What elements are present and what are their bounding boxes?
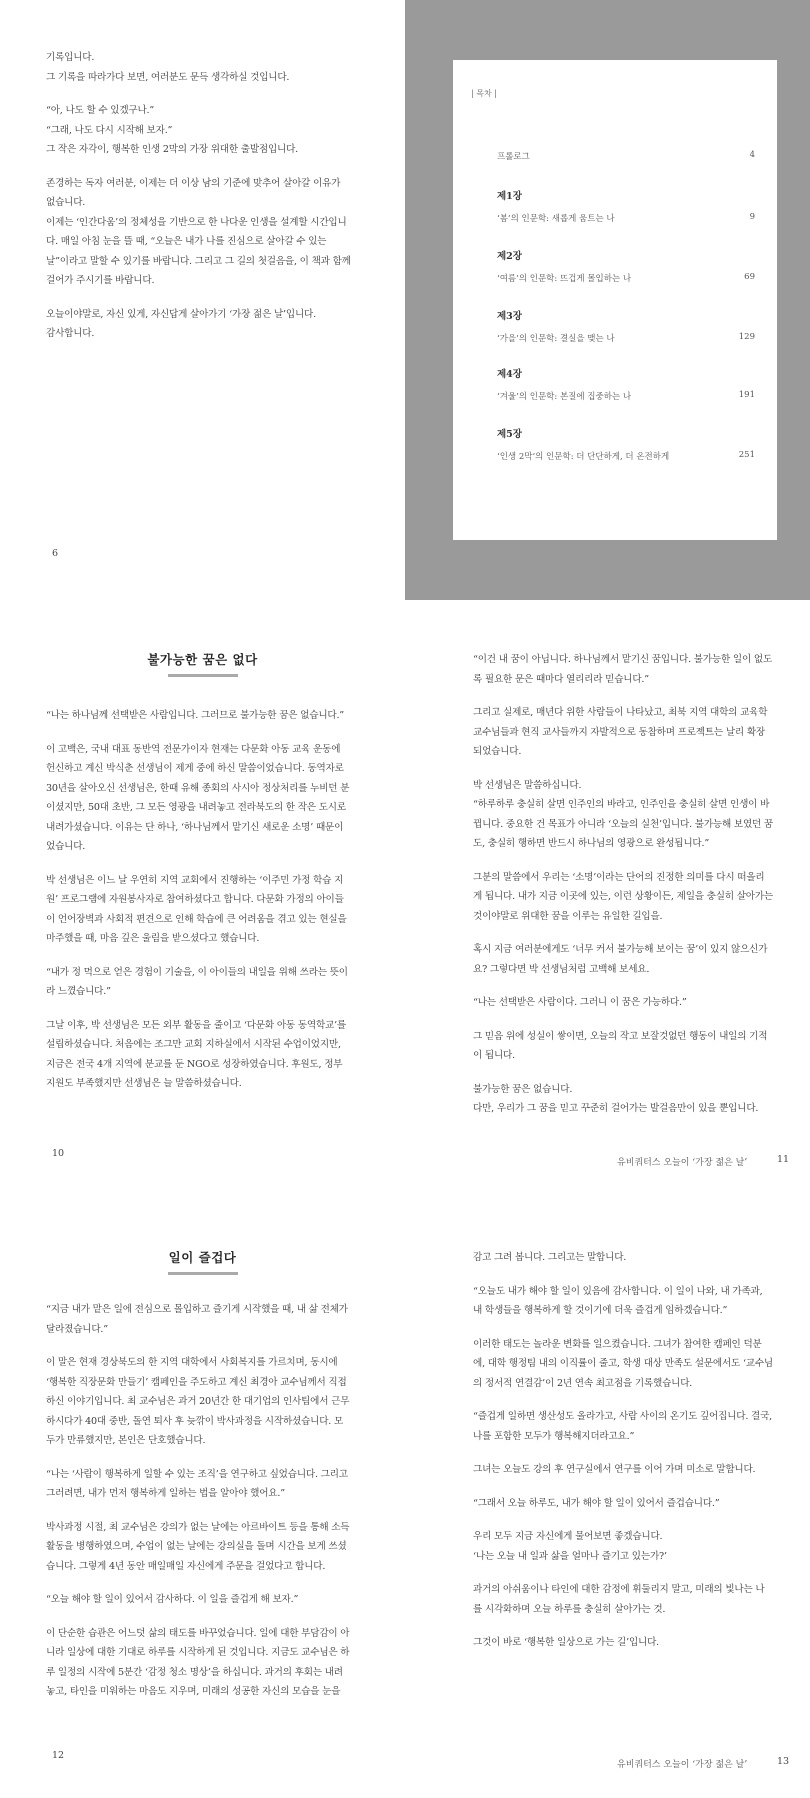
paragraph: 그날 이후, 박 선생님은 모든 외부 활동을 줄이고 ‘다문화 아동 동역학교’를 설립하셨습니다. 처음에는 조그만 교회 지하실에서 시작된 수업이었지만, 지금은 전국 4개 지역에 분교를 둔 NGO로 성장하였습니다. 후원도, 정부 지원도 부족했지만 선생님은 늘 말씀하셨습니다. <box>46 1019 347 1089</box>
toc-chapter-label: 제1장 <box>497 191 522 202</box>
toc-entry-title: ‘여름’의 인문학: 뜨겁게 몰입하는 나 <box>497 274 632 284</box>
toc-chapter-label: 제5장 <box>497 429 522 440</box>
page-number: 11 <box>777 1154 790 1165</box>
toc-entry-title: ‘인생 2막’의 인문학: 더 단단하게, 더 온전하게 <box>497 452 670 462</box>
paragraph: 이 말은 현재 경상북도의 한 지역 대학에서 사회복지를 가르치며, 동시에 ‘행복한 직장문화 만들기’ 캠페인을 주도하고 계신 최경아 교수님께서 직접 하신 이야기입니다. 최 교수님은 과거 20년간 한 대기업의 인사팀에서 근무하시다가 40대 중반, 돌연 퇴사 후 늦깎이 박사과정을 시작하셨습니다. 모두가 만류했지만, 본인은 단호했습니다. <box>46 1357 350 1446</box>
toc-chapter-label: 제2장 <box>497 251 522 262</box>
paragraph: 존경하는 독자 여러분, 이제는 더 이상 남의 기준에 맞추어 살아갈 이유가 없습니다. 이제는 ‘인간다움’의 정체성을 기반으로 한 나다운 인생을 설계할 시간입니다. 매일 아침 눈을 뜰 때, “오늘은 내가 나를 진심으로 살아갈 수 있는 날”이라고 말할 수 있기를 바랍니다. 그리고 그 길의 첫걸음을, 이 책과 함께 걸어가 주시기를 바랍니다. <box>46 177 351 286</box>
page-12 <box>0 1200 405 1798</box>
paragraph: 그 믿음 위에 성실이 쌓이면, 오늘의 작고 보잘것없던 행동이 내일의 기적이 됩니다. <box>473 1030 768 1061</box>
paragraph: 박 선생님은 이느 날 우연히 지역 교회에서 진행하는 ‘이주민 가정 학습 지원’ 프로그램에 자원봉사자로 참여하셨다고 합니다. 다문화 가정의 아이들이 언어장벽과 사회적 편견으로 인해 학습에 큰 어려움을 겪고 있는 현실을 마주했을 때, 마음 깊은 울림을 받으셨다고 했습니다. <box>46 874 347 944</box>
toc-entry[interactable] <box>497 450 755 462</box>
title-underline <box>168 674 238 677</box>
chapter-title: 일이 즐겁다 <box>168 1250 237 1265</box>
page-6-body <box>46 48 351 358</box>
toc-entry-page: 191 <box>738 390 755 400</box>
toc-entry-page: 129 <box>738 332 755 342</box>
toc-entry[interactable] <box>497 212 755 224</box>
chapter-title: 불가능한 꿈은 없다 <box>147 652 258 667</box>
page-number: 13 <box>777 1756 790 1767</box>
toc-card <box>453 60 777 540</box>
page-13-body <box>473 1248 773 1667</box>
toc-entry-page: 69 <box>744 272 755 282</box>
paragraph: 그리고 실제로, 매년다 위한 사람들이 나타났고, 최북 지역 대학의 교육학 교수님들과 현직 교사들까지 자발적으로 동참하며 프로젝트는 날리 확장되었습니다. <box>473 707 768 757</box>
paragraph: “오늘 해야 할 일이 있어서 감사하다. 이 일을 즐겁게 해 보자.” <box>46 1594 299 1605</box>
page-10-body <box>46 706 351 1108</box>
paragraph: “오늘도 내가 해야 할 일이 있음에 감사합니다. 이 일이 나와, 내 가족과, 내 학생들을 행복하게 할 것이기에 더욱 즐겁게 임하겠습니다.” <box>473 1285 763 1316</box>
toc-entry-page: 9 <box>749 212 755 222</box>
page-number: 6 <box>52 548 59 559</box>
toc-page <box>405 0 810 600</box>
page-11-body <box>473 650 773 1133</box>
paragraph: 박 선생님은 말씀하십니다. “하루하루 충실히 살면 인주인의 바라고, 인주인을 충실히 살면 인생이 바뀝니다. 중요한 건 목표가 아니라 ‘오늘의 실천’입니다. 불가능해 보였던 꿈도, 충실히 행하면 반드시 하나님의 영광으로 완성됩니다.” <box>473 779 774 849</box>
paragraph: 불가능한 꿈은 없습니다. 다만, 우리가 그 꿈을 믿고 꾸준히 걸어가는 발걸음만이 있을 뿐입니다. <box>473 1083 759 1114</box>
running-head: 유비쿼터스 오늘이 ‘가장 젊은 날’ <box>617 1158 748 1168</box>
paragraph: 우리 모두 지금 자신에게 물어보면 좋겠습니다. ‘나는 오늘 내 일과 삶을 얼마나 즐기고 있는가?’ <box>473 1531 667 1562</box>
toc-entry-page: 251 <box>738 450 755 460</box>
paragraph: 이러한 태도는 놀라운 변화를 일으켰습니다. 그녀가 참여한 캠페인 덕분에, 대학 행정팀 내의 이직률이 줄고, 학생 대상 만족도 설문에서도 ‘교수님의 정서적 연결감’이 2년 연속 최고점을 기록했습니다. <box>473 1338 774 1389</box>
toc-entry-title: ‘가을’의 인문학: 결실을 맺는 나 <box>497 334 615 344</box>
paragraph: “이건 내 꿈이 아닙니다. 하나님께서 맡기신 꿈입니다. 불가능한 일이 없도록 필요한 문은 때마다 열리리라 믿습니다.” <box>473 654 773 685</box>
running-head: 유비쿼터스 오늘이 ‘가장 젊은 날’ <box>617 1760 748 1770</box>
toc-entry-title: ‘겨울’의 인문학: 본질에 집중하는 나 <box>497 392 632 402</box>
page-13 <box>405 1200 810 1798</box>
toc-label: | 목차 | <box>471 89 497 98</box>
paragraph: 혹시 지금 여러분에게도 ‘너무 커서 불가능해 보이는 꿈’이 있지 않으신가요? 그렇다면 박 선생님처럼 고백해 보세요. <box>473 944 768 975</box>
toc-entry[interactable] <box>497 332 755 344</box>
paragraph: 기록입니다. 그 기록을 따라가다 보면, 여러분도 문득 생각하실 것입니다. <box>46 52 290 83</box>
toc-prologue-title: 프롤로그 <box>497 152 530 162</box>
paragraph: “나는 ‘사람이 행복하게 일할 수 있는 조직’을 연구하고 싶었습니다. 그리고 그러려면, 내가 먼저 행복하게 일하는 법을 알아야 했어요.” <box>46 1468 348 1499</box>
chapter-heading <box>0 1248 405 1275</box>
toc-entry[interactable] <box>497 272 755 284</box>
toc-chapter-label: 제4장 <box>497 369 522 380</box>
paragraph: “나는 선택받은 사람이다. 그러니 이 꿈은 가능하다.” <box>473 997 687 1008</box>
paragraph: “그래서 오늘 하루도, 내가 해야 할 일이 있어서 즐겁습니다.” <box>473 1497 720 1509</box>
toc-prologue[interactable] <box>497 150 755 162</box>
toc-chapter-label: 제3장 <box>497 311 522 322</box>
paragraph: 그녀는 오늘도 강의 후 연구실에서 연구를 이어 가며 미소로 말합니다. <box>473 1464 756 1475</box>
paragraph: “내가 정 먹으로 얻은 경험이 기술을, 이 아이들의 내일을 위해 쓰라는 뜻이라 느꼈습니다.” <box>46 966 348 997</box>
paragraph: 감고 그려 봅니다. 그리고는 말합니다. <box>473 1252 627 1263</box>
page-number: 10 <box>52 1148 65 1159</box>
paragraph: “지금 내가 맡은 일에 전심으로 몰입하고 즐기게 시작했을 때, 내 삶 전체가 달라졌습니다.” <box>46 1304 348 1335</box>
paragraph: 박사과정 시절, 최 교수님은 강의가 없는 날에는 아르바이트 등을 통해 소득 활동을 병행하였으며, 수업이 없는 날에는 강의실을 돌며 시간을 보게 쓰셨습니다. 그렇게 4년 동안 매일매일 자신에게 주문을 걸었다고 합니다. <box>46 1521 350 1572</box>
toc-prologue-page: 4 <box>749 150 755 160</box>
title-underline <box>168 1272 238 1275</box>
paragraph: 오늘이야말로, 자신 있게, 자신답게 살아가기 ‘가장 젊은 날’입니다. 감사합니다. <box>46 308 316 339</box>
paragraph: “즐겁게 일하면 생산성도 올라가고, 사람 사이의 온기도 깊어집니다. 결국, 나를 포함한 모두가 행복해지더라고요.” <box>473 1411 773 1442</box>
paragraph: 이 단순한 습관은 어느덧 삶의 태도를 바꾸었습니다. 일에 대한 부담감이 아니라 일상에 대한 기대로 하루를 시작하게 된 것입니다. 지금도 교수님은 하루 일정의 시작에 5분간 ‘감정 청소 명상’을 하십니다. 과거의 후회는 내려놓고, 타인을 미워하는 마음도 지우며, 미래의 성공한 자신의 모습을 눈을 <box>46 1627 350 1697</box>
paragraph: “아, 나도 할 수 있겠구나.” “그래, 나도 다시 시작해 보자.” 그 작은 자각이, 행복한 인생 2막의 가장 위대한 출발점입니다. <box>46 105 299 155</box>
paragraph: 그분의 말씀에서 우리는 ‘소명’이라는 단어의 진정한 의미를 다시 떠올리게 됩니다. 내가 지금 이곳에 있는, 이런 상황이든, 제일을 충실히 살아가는 것이야말로 위대한 꿈을 이루는 유일한 길입을. <box>473 871 774 922</box>
paragraph: “나는 하나님께 선택받은 사람입니다. 그러므로 불가능한 꿈은 없습니다.” <box>46 710 345 721</box>
paragraph: 이 고백은, 국내 대표 동반역 전문가이자 현재는 다문화 아동 교육 운동에 헌신하고 계신 박식춘 선생님이 제게 중에 하신 말씀이었습니다. 동역자로 30년을 살아오신 선생님은, 한때 유해 종회의 사시아 정상처리를 누비던 분이셨지만, 50대 초반, 그 모든 영광을 내려놓고 전라북도의 한 작은 도시로 내려가셨습니다. 이유는 단 하나, ‘하나님께서 맡기신 새로운 소명’ 때문이었습니다. <box>46 743 350 852</box>
paragraph: 과거의 아쉬움이나 타인에 대한 감정에 휘둘리지 말고, 미래의 빛나는 나를 시각화하며 오늘 하루를 충실히 살아가는 것. <box>473 1584 765 1615</box>
page-6 <box>0 0 405 600</box>
paragraph: 그것이 바로 ‘행복한 일상으로 가는 길’입니다. <box>473 1637 660 1648</box>
toc-entry[interactable] <box>497 390 755 402</box>
page-11 <box>405 600 810 1200</box>
page-10 <box>0 600 405 1200</box>
chapter-heading <box>0 650 405 677</box>
page-number: 12 <box>52 1750 65 1761</box>
toc-entry-title: ‘봄’의 인문학: 새롭게 움트는 나 <box>497 214 615 224</box>
page-12-body <box>46 1300 351 1702</box>
